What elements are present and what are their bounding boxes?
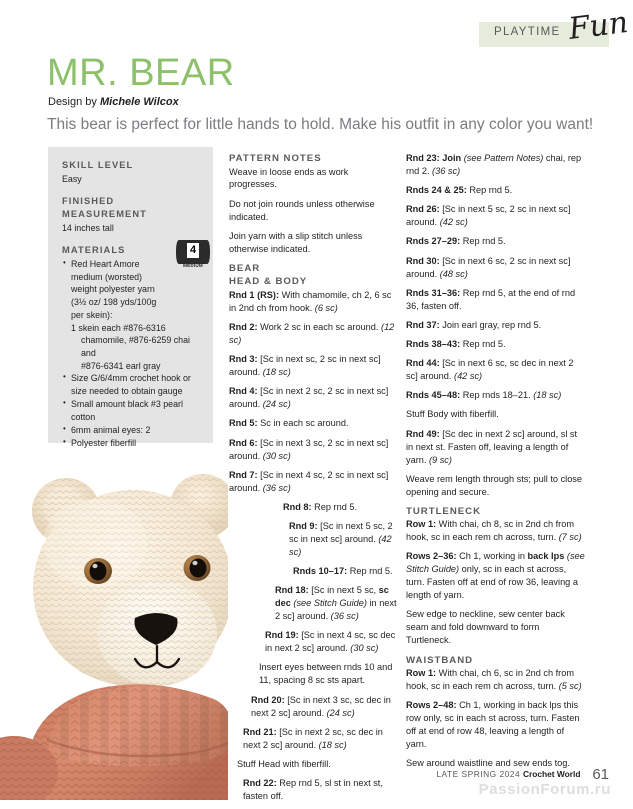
page-title: MR. BEAR	[47, 52, 235, 94]
rnd-count: (30 sc)	[350, 643, 379, 654]
yarn-weight-label: MEDIUM	[183, 263, 203, 268]
instruction-sew-around: Sew around waistline and sew ends tog.	[406, 758, 570, 769]
rnd-text: Join earl gray, rep rnd 5.	[439, 319, 542, 330]
row-count: (7 sc)	[558, 532, 582, 543]
rnd-count: (24 sc)	[262, 399, 291, 410]
skill-level-label: SKILL LEVEL	[62, 160, 134, 170]
rnd-count: (24 sc)	[326, 707, 355, 718]
badge-script-label: Fun	[566, 5, 631, 48]
rnd-count: (36 sc)	[330, 611, 359, 622]
page-tagline: This bear is perfect for little hands to hold. Make his outfit in any color you want!	[47, 116, 594, 133]
instruction-rnds-10-17	[229, 565, 397, 578]
rnd-count: (36 sc)	[432, 165, 461, 176]
pattern-column-middle	[229, 152, 397, 809]
pattern-notes-heading: PATTERN NOTES	[229, 153, 322, 164]
list-item: • Red Heart Amore medium (worsted) weight polyester yarn (3½ oz/ 198 yds/100g per skein):	[62, 258, 166, 321]
footer-magazine: Crochet World	[522, 769, 581, 779]
footer-issue: LATE SPRING 2024	[436, 769, 521, 779]
rnd-label: Rnd 49:	[406, 428, 440, 439]
list-item: • Polyester fiberfill	[62, 437, 201, 450]
designer-credit	[48, 96, 179, 108]
rnd-text: [Sc in next sc, 2 sc in next sc] around.	[229, 354, 381, 378]
rnd-count: (42 sc)	[439, 217, 468, 228]
rnd-label: Rnd 26:	[406, 204, 440, 215]
row-text: only, sc in each st across, turn. Fasten off at end of row 36, leaving a length of yarn.	[406, 564, 578, 601]
waistband-heading: WAISTBAND	[406, 654, 474, 666]
instruction-tn-rows-2-36	[406, 550, 586, 602]
instruction-rnd-7	[229, 469, 397, 495]
rnd-label: Rnds 38–43:	[406, 338, 461, 349]
pattern-notes-ref: (see Pattern Notes)	[461, 153, 544, 163]
bear-right-eye	[184, 555, 211, 581]
rnd-label: Rnd 20:	[251, 694, 285, 705]
rnd-label: Rnds 45–48:	[406, 390, 461, 401]
rnd-text: [Sc in next 3 sc, sc dec in next 2 sc] around.	[251, 694, 391, 718]
instruction-rnds-38-43	[406, 338, 586, 351]
rnd-label: Rnd 1 (RS):	[229, 289, 280, 300]
rnd-label: Rnd 18:	[275, 585, 309, 596]
pattern-note: Weave in loose ends as work progresses.	[229, 166, 349, 190]
rnd-count: (18 sc)	[533, 390, 562, 401]
rnd-text: chai, rep rnd 2.	[406, 153, 582, 176]
rnd-label: Rnds 24 & 25:	[406, 185, 467, 196]
rnd-label: Rnd 2:	[229, 322, 258, 333]
yarn-weight-number: 4	[187, 243, 199, 258]
rnd-text: [Sc in next 3 sc, 2 sc in next sc] around.	[229, 437, 389, 461]
instruction-rnd-6	[229, 437, 397, 463]
bear-heading: BEAR	[229, 262, 261, 274]
instruction-rnd-26	[406, 203, 586, 229]
pattern-column-right	[406, 152, 586, 776]
finished-measurement-label: FINISHED MEASUREMENT	[62, 195, 147, 220]
instruction-rnds-24-25	[406, 184, 586, 197]
rnd-text: [Sc in next 6 sc, 2 sc in next sc] around.	[406, 255, 571, 279]
rnd-count: (18 sc)	[262, 367, 291, 378]
materials-sub-line: chamomile, #876-6259 chai and	[81, 335, 191, 359]
finished-measurement-value: 14 inches tall	[62, 223, 114, 234]
row-text: Ch 1, working in back lps this row only, sc in each st across, turn. Fasten off at end of row 48, leaving a length of yarn.	[406, 700, 580, 750]
skill-level-value: Easy	[62, 174, 82, 185]
row-label: Row 1:	[406, 668, 437, 679]
rnd-text: [Sc in next 2 sc, sc dec in next 2 sc] around.	[243, 726, 383, 750]
stitch-term: back lps	[527, 551, 565, 562]
rnd-text: Sc in each sc around.	[257, 418, 349, 429]
rnd-label: Rnd 7:	[229, 469, 258, 480]
rnd-text: [Sc in next 2 sc, 2 sc in next sc] around.	[229, 386, 389, 410]
rnd-count: (30 sc)	[262, 450, 291, 461]
instruction-rnd-18	[229, 584, 397, 623]
yarn-weight-icon	[176, 240, 210, 272]
instruction-weave-rem: Weave rem length through sts; pull to close opening and secure.	[406, 473, 583, 497]
instruction-rnd-49	[406, 428, 586, 467]
instruction-rnds-45-48	[406, 389, 586, 402]
rnd-text: Rep rnd 5.	[466, 185, 513, 196]
list-item: • 6mm animal eyes: 2	[62, 424, 201, 437]
row-label: Row 1:	[406, 519, 437, 530]
instruction-rnd-3	[229, 353, 397, 379]
instruction-rnd-30	[406, 255, 586, 281]
instruction-rnd-19	[229, 629, 397, 655]
rnd-label: Rnd 30:	[406, 255, 440, 266]
rnd-count: (42 sc)	[454, 371, 483, 382]
instruction-rnds-31-36	[406, 287, 586, 313]
instruction-rnd-5	[229, 417, 397, 430]
rnd-count: (36 sc)	[262, 482, 291, 493]
rnd-text: [Sc in next 5 sc,	[308, 585, 379, 596]
rnd-text: Rep rnd 5.	[311, 501, 358, 512]
materials-label: MATERIALS	[62, 244, 126, 255]
row-label: Rows 2–36:	[406, 551, 457, 562]
rnd-text: Rep rnd 5.	[460, 236, 506, 247]
rnd-text: in next 2 sc] around.	[275, 598, 397, 622]
list-item: • Small amount black #3 pearl cotton	[62, 398, 201, 423]
instruction-rnd-1	[229, 289, 397, 315]
row-text: With chai, ch 6, sc in 2nd ch from hook, sc in each rem ch across, turn.	[406, 668, 574, 692]
designer-name: Michele Wilcox	[99, 96, 179, 108]
instruction-rnd-20	[229, 694, 397, 720]
pattern-info-box	[48, 147, 213, 448]
pattern-note: Join yarn with a slip stitch unless otherwise indicated.	[229, 230, 363, 254]
rnd-label: Rnd 5:	[229, 418, 258, 429]
rnd-text: Rep rnd 5.	[347, 566, 393, 577]
finished-measurement-section	[62, 195, 201, 235]
stitch-guide-ref: (see Stitch Guide)	[406, 551, 585, 575]
instruction-rnd-23	[406, 152, 586, 178]
row-count: (5 sc)	[558, 681, 582, 692]
rnd-count: (9 sc)	[428, 454, 452, 465]
list-item: • Size G/6/4mm crochet hook or size needed to obtain gauge	[62, 372, 201, 397]
rnd-text: Work 2 sc in each sc around.	[257, 322, 382, 333]
rnd-count: (48 sc)	[439, 268, 468, 279]
instruction-stuff-head: Stuff Head with fiberfill.	[237, 758, 331, 769]
rnd-text: With chamomile, ch 2, 6 sc in 2nd ch from hook.	[229, 289, 392, 313]
rnd-label: Rnds 27–29:	[406, 236, 461, 247]
rnd-text: [Sc in next 6 sc, sc dec in next 2 sc] around.	[406, 358, 574, 382]
stitch-guide-ref: (see Stitch Guide)	[290, 598, 367, 609]
rnd-text: [Sc dec in next 2 sc] around, sl st in next st. Fasten off, leaving a length of yarn.	[406, 428, 578, 465]
rnd-label: Rnd 21:	[243, 726, 277, 737]
rnd-count: (42 sc)	[289, 533, 392, 557]
rnd-text: [Sc in next 5 sc, 2 sc in next sc] around.	[406, 204, 571, 228]
rnd-label: Rnds 10–17:	[293, 566, 348, 577]
instruction-tn-row-1	[406, 518, 586, 544]
bear-photograph	[0, 448, 228, 800]
pattern-note: Do not join rounds unless otherwise indicated.	[229, 198, 375, 222]
rnd-text: [Sc in next 4 sc, 2 sc in next sc] around.	[229, 469, 389, 493]
instruction-rnd-37	[406, 319, 586, 332]
stitch-term: sc dec	[275, 585, 389, 609]
materials-section	[62, 244, 201, 463]
rnd-text: [Sc in next 5 sc, 2 sc in next sc] around.	[289, 520, 393, 544]
rnd-label: Rnds 31–36:	[406, 287, 461, 298]
instruction-rnd-21	[229, 726, 397, 752]
rnd-text: Rep rnds 18–21.	[460, 390, 534, 401]
bear-left-eye	[84, 558, 112, 584]
rnd-label: Rnd 19:	[265, 630, 299, 641]
rnd-label: Rnd 9:	[289, 520, 318, 531]
row-text: With chai, ch 8, sc in 2nd ch from hook, sc in each rem ch across, turn.	[406, 519, 574, 543]
instruction-insert-eyes: Insert eyes between rnds 10 and 11, spacing 8 sc sts apart.	[259, 662, 393, 686]
instruction-rnd-9	[229, 520, 397, 559]
instruction-wb-row-1	[406, 667, 586, 693]
materials-sub-line: #876-6341 earl gray	[81, 360, 161, 371]
rnd-label: Rnd 22:	[243, 777, 277, 788]
designer-prefix: Design by	[48, 96, 100, 108]
instruction-rnd-8	[229, 501, 397, 514]
rnd-label: Rnd 4:	[229, 386, 258, 397]
rnd-label: Rnd 6:	[229, 437, 258, 448]
watermark-label: PassionForum.ru	[478, 781, 611, 798]
rnd-label: Rnd 23: Join	[406, 153, 462, 163]
instruction-stuff-body: Stuff Body with fiberfill.	[406, 409, 499, 420]
turtleneck-heading: TURTLENECK	[406, 505, 482, 517]
rnd-text: [Sc in next 4 sc, sc dec in next 2 sc] around.	[265, 630, 396, 654]
rnd-count: (18 sc)	[318, 739, 347, 750]
row-label: Rows 2–48:	[406, 700, 457, 711]
rnd-label: Rnd 3:	[229, 354, 258, 365]
materials-sub-line: 1 skein each #876-6316	[71, 322, 166, 333]
instruction-wb-rows-2-48	[406, 699, 586, 751]
rnd-label: Rnd 37:	[406, 319, 440, 330]
rnd-text: Rep rnd 5.	[460, 338, 506, 349]
rnd-text: Rep rnd 5, sl st in next st, fasten off.	[243, 777, 383, 801]
rnd-text: Rep rnd 5, at the end of rnd 36, fasten off.	[406, 287, 576, 311]
instruction-rnd-2	[229, 321, 397, 347]
skill-level-section	[62, 159, 201, 186]
badge-kicker-label: PLAYTIME	[494, 26, 561, 38]
rnd-label: Rnd 44:	[406, 358, 440, 369]
instruction-rnd-44	[406, 357, 586, 383]
rnd-count: (12 sc)	[229, 322, 395, 346]
rnd-label: Rnd 8:	[283, 501, 312, 512]
instruction-sew-edge: Sew edge to neckline, sew center back seam and fold downward to form Turtleneck.	[406, 609, 565, 646]
head-body-heading: HEAD & BODY	[229, 276, 308, 288]
page-number: 61	[592, 766, 609, 783]
instruction-rnd-4	[229, 385, 397, 411]
instruction-rnds-27-29	[406, 235, 586, 248]
rnd-count: (6 sc)	[314, 302, 338, 313]
row-text: Ch 1, working in	[456, 551, 528, 562]
